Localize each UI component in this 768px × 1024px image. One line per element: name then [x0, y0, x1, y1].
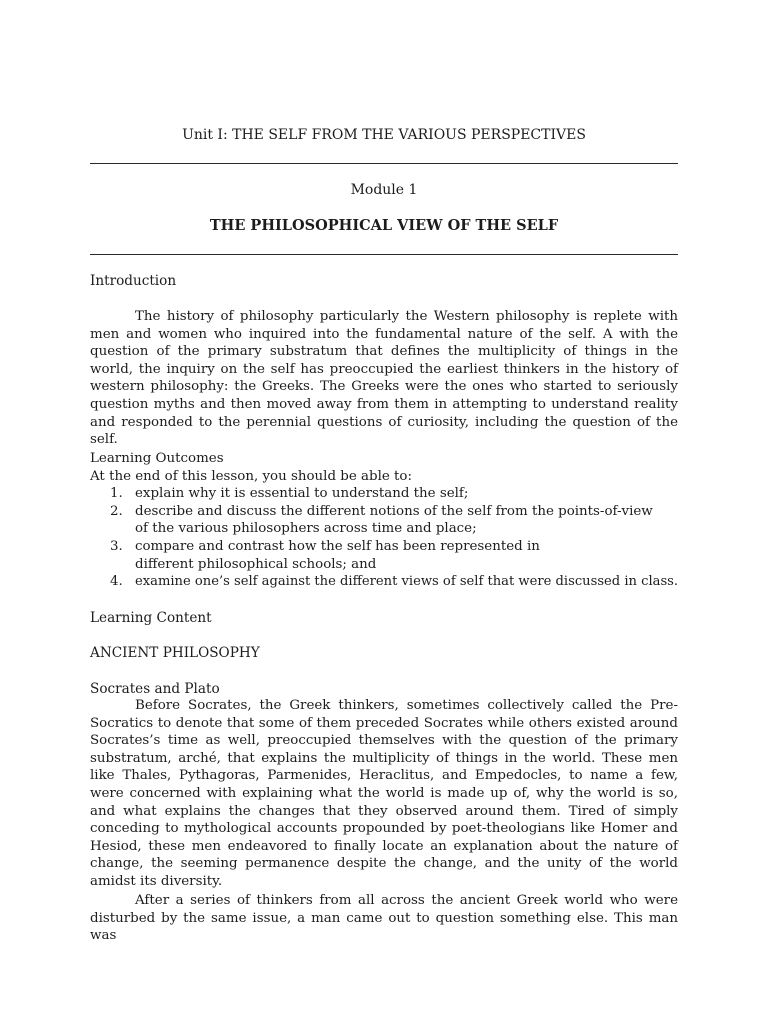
learning-outcomes-list — [90, 485, 678, 591]
introduction-section — [90, 308, 678, 449]
socrates-plato-section — [90, 697, 678, 891]
list-item-number: 1. — [110, 486, 123, 502]
list-item — [90, 538, 678, 573]
list-item-number: 3. — [110, 538, 123, 554]
module-label: Module 1 — [350, 182, 418, 198]
list-item-text: explain why it is essential to understand the self; — [135, 486, 469, 502]
list-item-number: 4. — [110, 574, 123, 590]
learning-outcomes-lead: At the end of this lesson, you should be able to: — [90, 468, 413, 484]
learning-outcomes-heading: Learning Outcomes — [90, 451, 224, 466]
list-item — [90, 503, 678, 538]
socrates-plato-section-2 — [90, 892, 678, 945]
introduction-paragraph: The history of philosophy particularly the Western philosophy is replete with men and women who inquired into the fundamental nature of the self. A with the question of the primary substratum that defines the multiplicity of things in the world, the inquiry on the self has preoccupied the earliest thinkers in the history of western philosophy: the Greeks. The Greeks were the ones who started to seriously question myths and then moved away from them in attempting to understand reality and responded to the perennial questions of curiosity, including the question of the self. — [90, 309, 678, 448]
unit-title: Unit I: THE SELF FROM THE VARIOUS PERSPECTIVES — [182, 127, 586, 143]
socrates-plato-paragraph-1: Before Socrates, the Greek thinkers, sometimes collectively called the Pre-Socratics to denote that some of them preceded Socrates while others existed around Socrates’s time as well, preoccupied themselves with the question of the primary substratum, arché, that explains the multiplicity of things in the world. These men like Thales, Pythagoras, Parmenides, Heraclitus, and Empedocles, to name a few, were concerned with explaining what the world is made up of, why the world is so, and what explains the changes that they observed around them. Tired of simply conceding to mythological accounts propounded by poet-theologians like Homer and Hesiod, these men endeavored to finally locate an explanation about the nature of change, the seeming permanence despite the change, and the unity of the world amidst its diversity. — [90, 698, 678, 889]
list-item-text: describe and discuss the different notions of the self from the points-of-view of the various philosophers across time and place; — [135, 503, 653, 537]
list-item-text: compare and contrast how the self has been represented in different philosophical schools; and — [135, 538, 540, 572]
top-divider — [90, 163, 678, 164]
module-title: THE PHILOSOPHICAL VIEW OF THE SELF — [209, 217, 559, 234]
learning-content-heading: Learning Content — [90, 610, 212, 626]
list-item-text: examine one’s self against the different views of self that were discussed in class. — [135, 574, 679, 590]
list-item — [90, 573, 678, 591]
list-item — [90, 485, 678, 503]
socrates-plato-heading: Socrates and Plato — [90, 681, 220, 697]
learning-outcomes-section — [90, 450, 678, 591]
socrates-plato-paragraph-2: After a series of thinkers from all across the ancient Greek world who were disturbed by the same issue, a man came out to question something else. This man was — [90, 893, 678, 944]
ancient-philosophy-heading: ANCIENT PHILOSOPHY — [90, 645, 260, 661]
bottom-divider — [90, 254, 678, 255]
list-item-number: 2. — [110, 503, 123, 519]
introduction-heading: Introduction — [90, 273, 177, 289]
